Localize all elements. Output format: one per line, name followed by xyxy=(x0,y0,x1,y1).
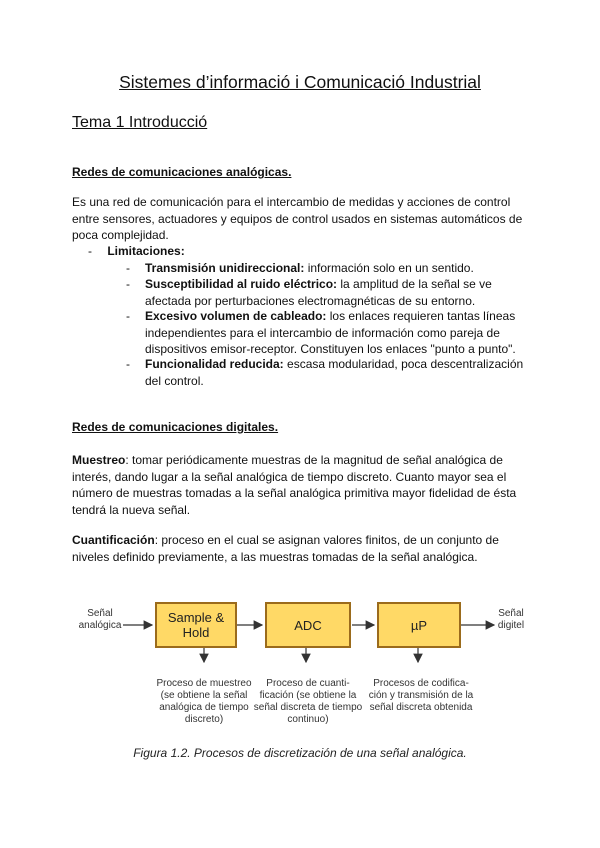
note-line: discreto) xyxy=(184,714,224,725)
note-line: (se obtiene la señal xyxy=(160,690,248,701)
muestreo-text: tendrá la nueva señal. xyxy=(72,502,191,517)
dash-marker: - xyxy=(126,277,130,291)
cuantificacion-text: : proceso en el cual se asignan valores finitos, de un conjunto de xyxy=(154,533,499,547)
limitation-term: Susceptibilidad al ruido eléctrico: xyxy=(145,277,338,291)
document-title: Sistemes d’informació i Comunicació Industrial xyxy=(119,72,481,92)
limitation-item xyxy=(126,260,535,277)
analog-intro-line: entre sensores, actuadores y equipos de control usados en sistemas automáticos de xyxy=(72,211,523,226)
cuantificacion-text: niveles definido previamente, a las muestras tomadas de la señal analógica. xyxy=(72,549,478,564)
note-line: ción y transmisión de la xyxy=(368,690,474,701)
note-line: señal discreta obtenida xyxy=(369,702,473,713)
sample-hold-block: Sample & Hold xyxy=(155,602,237,648)
output-label-line: Señal xyxy=(498,608,524,619)
analog-section-heading: Redes de comunicaciones analógicas. xyxy=(72,165,292,179)
limitation-text: dispositivos emisor-receptor. Constituyen los enlaces "punto a punto". xyxy=(145,342,516,356)
limitations-label: Limitaciones: xyxy=(107,244,185,258)
limitation-item xyxy=(126,276,535,309)
cuantificacion-paragraph xyxy=(72,532,542,565)
limitation-term: Excesivo volumen de cableado: xyxy=(145,309,327,323)
muestreo-paragraph xyxy=(72,452,542,518)
muestreo-text: : tomar periódicamente muestras de la magnitud de señal analógica de xyxy=(125,453,503,467)
output-signal-label xyxy=(494,608,528,632)
limitation-text: afectada por perturbaciones electromagnéticas de su entorno. xyxy=(145,293,476,308)
analog-intro-line: Es una red de comunicación para el intercambio de medidas y acciones de control xyxy=(72,195,511,209)
limitation-term: Funcionalidad reducida: xyxy=(145,357,284,371)
dash-marker: - xyxy=(126,357,130,371)
coding-note xyxy=(360,678,482,714)
input-label-line: Señal xyxy=(87,608,113,619)
adc-block: ADC xyxy=(265,602,351,648)
analog-intro-paragraph xyxy=(72,194,532,244)
note-line: Procesos de codifica- xyxy=(373,678,469,689)
limitation-text: los enlaces requieren tantas líneas xyxy=(326,309,516,323)
limitation-text: la amplitud de la señal se ve xyxy=(337,277,492,291)
topic-title: Tema 1 Introducció xyxy=(72,114,208,131)
cuantificacion-term: Cuantificación xyxy=(72,533,155,547)
muestreo-text: número de muestras tomadas a la señal analógica primitiva mayor fidelidad de ésta xyxy=(72,486,517,500)
note-line: ficación (se obtiene la xyxy=(259,690,357,701)
note-line: señal discreta de tiempo xyxy=(253,702,363,713)
note-line: Proceso de muestreo xyxy=(156,678,252,689)
limitation-text: independientes para el intercambio de información como pareja de xyxy=(145,325,500,340)
figure-caption: Figura 1.2. Procesos de discretización de una señal analógica. xyxy=(133,746,467,760)
limitation-item xyxy=(126,356,545,389)
dash-marker: - xyxy=(88,244,92,258)
dash-marker: - xyxy=(126,261,130,275)
muestreo-term: Muestreo xyxy=(72,453,126,467)
note-line: analógica de tiempo xyxy=(159,702,249,713)
input-label-line: analógica xyxy=(78,620,122,631)
limitation-term: Transmisión unidireccional: xyxy=(145,261,305,275)
input-signal-label xyxy=(78,608,122,632)
muestreo-text: interés, dando lugar a la señal analógica de tiempo discreto. Cuanto mayor sea el xyxy=(72,469,507,484)
limitations-bullet xyxy=(88,243,185,260)
dash-marker: - xyxy=(126,309,130,323)
note-line: Proceso de cuanti- xyxy=(266,678,350,689)
analog-intro-line: poca complejidad. xyxy=(72,228,169,242)
discretization-diagram xyxy=(0,590,600,740)
digital-section-heading: Redes de comunicaciones digitales. xyxy=(72,420,279,434)
limitation-text: del control. xyxy=(145,373,204,388)
quantization-note xyxy=(248,678,368,726)
limitation-text: información solo en un sentido. xyxy=(304,261,474,275)
microprocessor-block: µP xyxy=(377,602,461,648)
output-label-line: digitel xyxy=(497,620,525,631)
note-line: continuo) xyxy=(287,714,329,725)
limitation-text: escasa modularidad, poca descentralización xyxy=(283,357,524,371)
limitation-item xyxy=(126,308,545,358)
